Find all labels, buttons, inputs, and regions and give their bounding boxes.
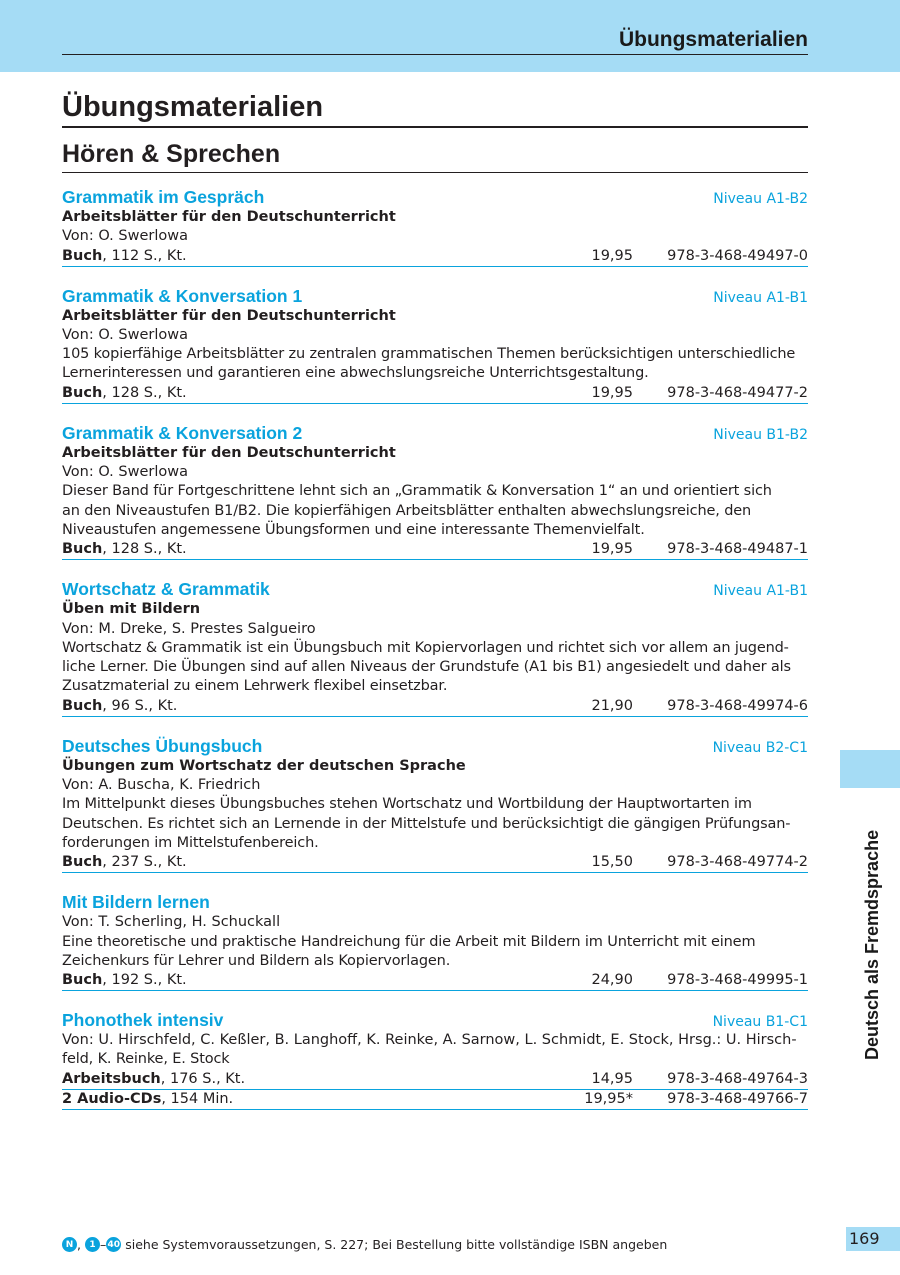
description-line: Deutschen. Es richtet sich an Lernende in der Mittelstufe und berücksichtigt die gängigen Prüfungsan- [62,815,791,832]
format-name: Buch [62,247,103,264]
format-cell [62,697,563,716]
side-tab-marker [840,750,900,788]
footer-comma: , [77,1237,81,1252]
price: 24,90 [591,972,633,989]
format-name: Buch [62,541,103,558]
description-line: Zeichenkurs für Lehrer und Bildern als Kopiervorlagen. [62,952,451,969]
format-name: 2 Audio-CDs [62,1090,162,1107]
level-badge: Niveau B1-B2 [713,426,808,443]
isbn: 978-3-468-49974-6 [667,697,808,714]
format-cell [62,247,563,266]
level-badge: Niveau A1-B1 [713,289,808,306]
product-list [62,186,808,1128]
format-cell [62,540,563,559]
description-line: liche Lerner. Die Übungen sind auf allen Niveaus der Grundstufe (A1 bis B1) angesiedelt und daher als [62,659,791,676]
description-line: forderungen im Mittelstufenbereich. [62,834,319,851]
product-authors: Von: A. Buscha, K. Friedrich [62,777,261,794]
section-title: Hören & Sprechen [62,138,808,173]
price-row [62,971,808,991]
entry-header [62,186,808,208]
isbn: 978-3-468-49995-1 [667,972,808,989]
description-line: an den Niveaustufen B1/B2. Die kopierfähigen Arbeitsblätter enthalten abwechslungsreiche, den [62,502,752,519]
product-subtitle: Übungen zum Wortschatz der deutschen Sprache [62,757,466,774]
description-line: Im Mittelpunkt dieses Übungsbuches stehen Wortschatz und Wortbildung der Hauptwortarten im [62,796,752,813]
page-title: Übungsmaterialien [62,90,808,128]
isbn: 978-3-468-49764-3 [667,1070,808,1087]
price: 15,50 [591,854,633,871]
entry-header [62,422,808,444]
level-badge: Niveau B2-C1 [712,739,808,756]
product-entry [62,891,808,991]
entry-header [62,285,808,307]
format-cell [62,1090,563,1109]
isbn: 978-3-468-49766-7 [667,1090,808,1107]
price: 19,95 [591,247,633,264]
format-cell [62,1070,563,1089]
header-rule [62,54,808,55]
product-title: Grammatik im Gespräch [62,187,265,207]
isbn: 978-3-468-49487-1 [667,541,808,558]
price: 21,90 [591,697,633,714]
product-title: Wortschatz & Grammatik [62,579,270,600]
product-entry [62,186,808,267]
product-entry [62,578,808,716]
product-title: Grammatik & Konversation 1 [62,285,303,306]
footer-note [62,1237,667,1252]
entry-header [62,578,808,600]
product-entry [62,1009,808,1110]
format-cell [62,384,563,403]
price: 19,95 [591,541,633,558]
description-line: feld, K. Reinke, E. Stock [62,1051,230,1068]
description-line: Lernerinteressen und garantieren eine abwechslungsreiche Unterrichtsgestaltung. [62,365,649,382]
product-authors: Von: O. Swerlowa [62,326,188,343]
footer-dash: – [99,1237,107,1252]
format-detail: , 112 S., Kt. [102,247,187,264]
product-title: Deutsches Übungsbuch [62,735,263,756]
running-header-title: Übungsmaterialien [618,28,808,51]
format-name: Buch [62,854,103,871]
format-detail: , 237 S., Kt. [102,854,187,871]
level-badge: Niveau A1-B1 [713,583,808,600]
product-subtitle: Üben mit Bildern [62,601,201,618]
format-name: Buch [62,384,103,401]
format-detail: , 128 S., Kt. [102,384,187,401]
format-detail: , 192 S., Kt. [102,972,187,989]
description-line: Wortschatz & Grammatik ist ein Übungsbuch mit Kopiervorlagen und richtet sich vor allem an jugend- [62,639,789,656]
n-badge-icon: N [62,1237,77,1252]
level-badge: Niveau A1-B2 [713,191,808,207]
entry-header [62,735,808,757]
format-name: Arbeitsbuch [62,1070,161,1087]
price-row [62,853,808,873]
page-number: 169 [846,1227,900,1251]
format-cell [62,971,563,990]
product-subtitle: Arbeitsblätter für den Deutschunterricht [62,307,396,324]
isbn: 978-3-468-49477-2 [667,384,808,401]
footer-text: siehe Systemvoraussetzungen, S. 227; Bei Bestellung bitte vollständige ISBN angeben [125,1237,668,1252]
price-row [62,1090,808,1110]
price-row [62,247,808,267]
side-section-label: Deutsch als Fremdsprache [862,829,882,1060]
product-title: Grammatik & Konversation 2 [62,422,303,443]
level-badge: Niveau B1-C1 [712,1014,808,1031]
isbn: 978-3-468-49497-0 [667,247,808,264]
entry-header [62,1009,808,1031]
format-detail: , 176 S., Kt. [160,1070,246,1087]
product-authors: Von: T. Scherling, H. Schuckall [62,914,281,931]
format-detail: , 96 S., Kt. [102,697,178,714]
product-entry [62,422,808,560]
price-row [62,1070,808,1090]
isbn: 978-3-468-49774-2 [667,854,808,871]
price-row [62,697,808,717]
description-line: Niveaustufen angemessene Übungsformen und eine interessante Themenvielfalt. [62,521,645,538]
product-authors: Von: M. Dreke, S. Prestes Salgueiro [62,620,316,637]
description-line: Eine theoretische und praktische Handreichung für die Arbeit mit Bildern im Unterricht mit einem [62,933,756,950]
product-authors: Von: U. Hirschfeld, C. Keßler, B. Langhoff, K. Reinke, A. Sarnow, L. Schmidt, E. Stock, Hrsg.: U. Hirsch- [62,1032,797,1049]
price-row [62,384,808,404]
product-title: Mit Bildern lernen [62,892,210,913]
product-title: Phonothek intensiv [62,1010,224,1031]
price: 19,95* [584,1090,633,1107]
format-detail: , 128 S., Kt. [102,541,187,558]
description-line: 105 kopierfähige Arbeitsblätter zu zentralen grammatischen Themen berücksichtigen unterschiedliche [62,346,796,363]
format-name: Buch [62,697,103,714]
product-entry [62,285,808,404]
format-name: Buch [62,972,103,989]
product-subtitle: Arbeitsblätter für den Deutschunterricht [62,209,396,225]
product-authors: Von: O. Swerlowa [62,228,188,245]
product-authors: Von: O. Swerlowa [62,464,188,481]
price: 19,95 [591,384,633,401]
description-line: Dieser Band für Fortgeschrittene lehnt sich an „Grammatik & Konversation 1“ an und orientiert sich [62,483,772,500]
entry-header [62,891,808,913]
format-detail: , 154 Min. [161,1090,234,1107]
product-subtitle: Arbeitsblätter für den Deutschunterricht [62,444,396,461]
format-cell [62,853,563,872]
price: 14,95 [591,1070,633,1087]
cd-track-one-icon: 1 [85,1237,100,1252]
cd-track-forty-icon: 40 [106,1237,121,1252]
price-row [62,540,808,560]
description-line: Zusatzmaterial zu einem Lehrwerk flexibel einsetzbar. [62,678,448,695]
product-entry [62,735,808,873]
